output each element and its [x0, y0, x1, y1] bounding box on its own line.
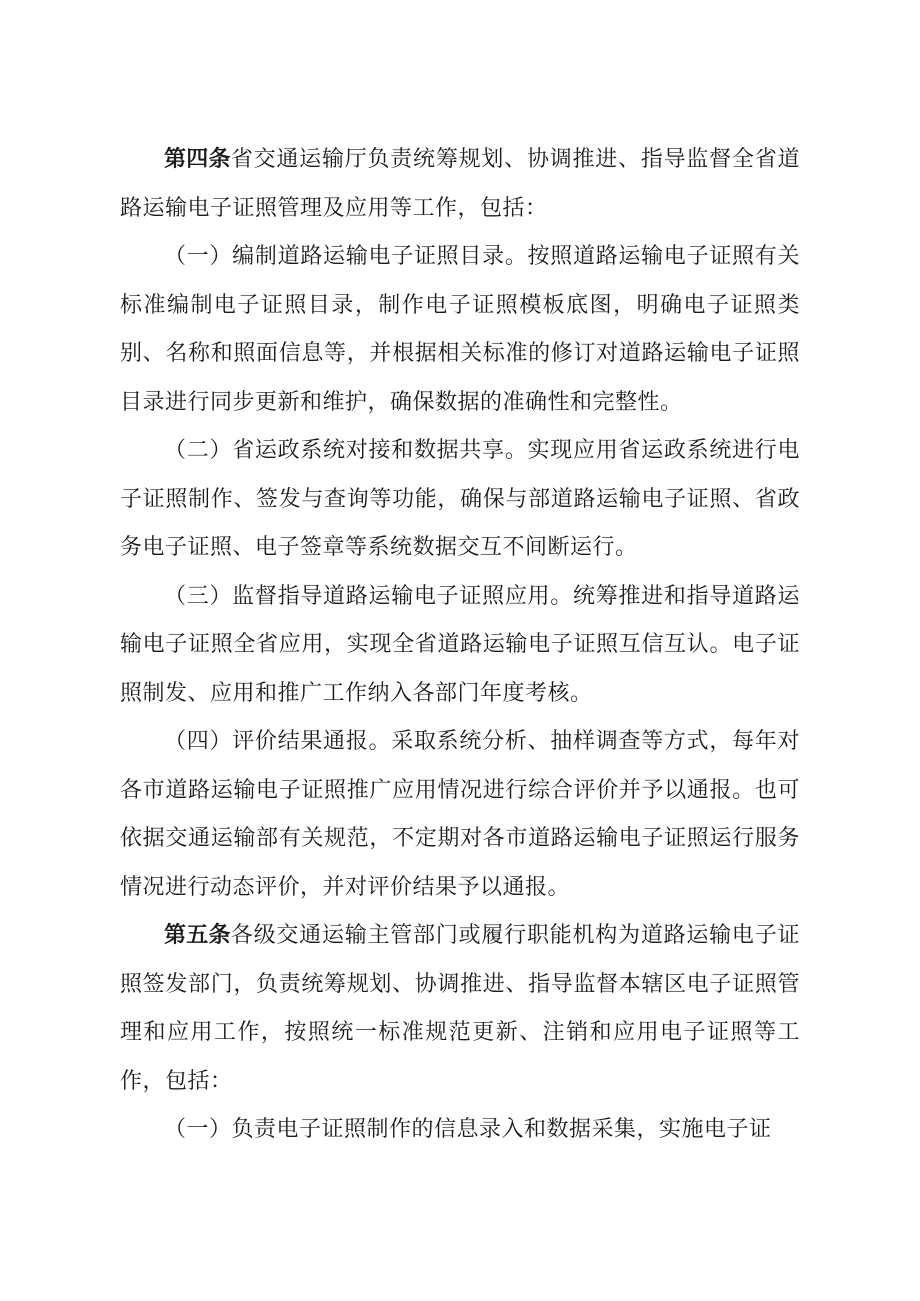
article-5-heading: 第五条 — [164, 923, 231, 948]
article-5-text: 各级交通运输主管部门或履行职能机构为道路运输电子证照签发部门，负责统筹规划、协调推进、指导监督本辖区电子证照管理和应用工作，按照统一标准规范更新、注销和应用电子证照等工作，包括： — [120, 923, 800, 1094]
document-body — [120, 136, 800, 1155]
article-5-item-1-text: （一）负责电子证照制作的信息录入和数据采集，实施电子证 — [164, 1117, 772, 1142]
article-4-paragraph — [120, 136, 800, 233]
article-4-item-3 — [120, 573, 800, 719]
article-5-paragraph — [120, 912, 800, 1106]
article-4-item-1-text: （一）编制道路运输电子证照目录。按照道路运输电子证照有关标准编制电子证照目录，制作电子证照模板底图，明确电子证照类别、名称和照面信息等，并根据相关标准的修订对道路运输电子证照目录进行同步更新和维护，确保数据的准确性和完整性。 — [120, 244, 800, 415]
article-4-text: 省交通运输厅负责统筹规划、协调推进、指导监督全省道路运输电子证照管理及应用等工作，包括： — [120, 147, 800, 221]
article-4-item-1 — [120, 233, 800, 427]
article-4-item-4-text: （四）评价结果通报。采取系统分析、抽样调查等方式，每年对各市道路运输电子证照推广应用情况进行综合评价并予以通报。也可依据交通运输部有关规范，不定期对各市道路运输电子证照运行服务情况进行动态评价，并对评价结果予以通报。 — [120, 729, 800, 900]
article-4-item-4 — [120, 718, 800, 912]
article-4-heading: 第四条 — [164, 147, 231, 172]
article-4-item-2-text: （二）省运政系统对接和数据共享。实现应用省运政系统进行电子证照制作、签发与查询等功能，确保与部道路运输电子证照、省政务电子证照、电子签章等系统数据交互不间断运行。 — [120, 438, 800, 560]
article-5-item-1 — [120, 1106, 800, 1155]
article-4-item-3-text: （三）监督指导道路运输电子证照应用。统筹推进和指导道路运输电子证照全省应用，实现全省道路运输电子证照互信互认。电子证照制发、应用和推广工作纳入各部门年度考核。 — [120, 583, 800, 706]
article-4-item-2 — [120, 427, 800, 573]
